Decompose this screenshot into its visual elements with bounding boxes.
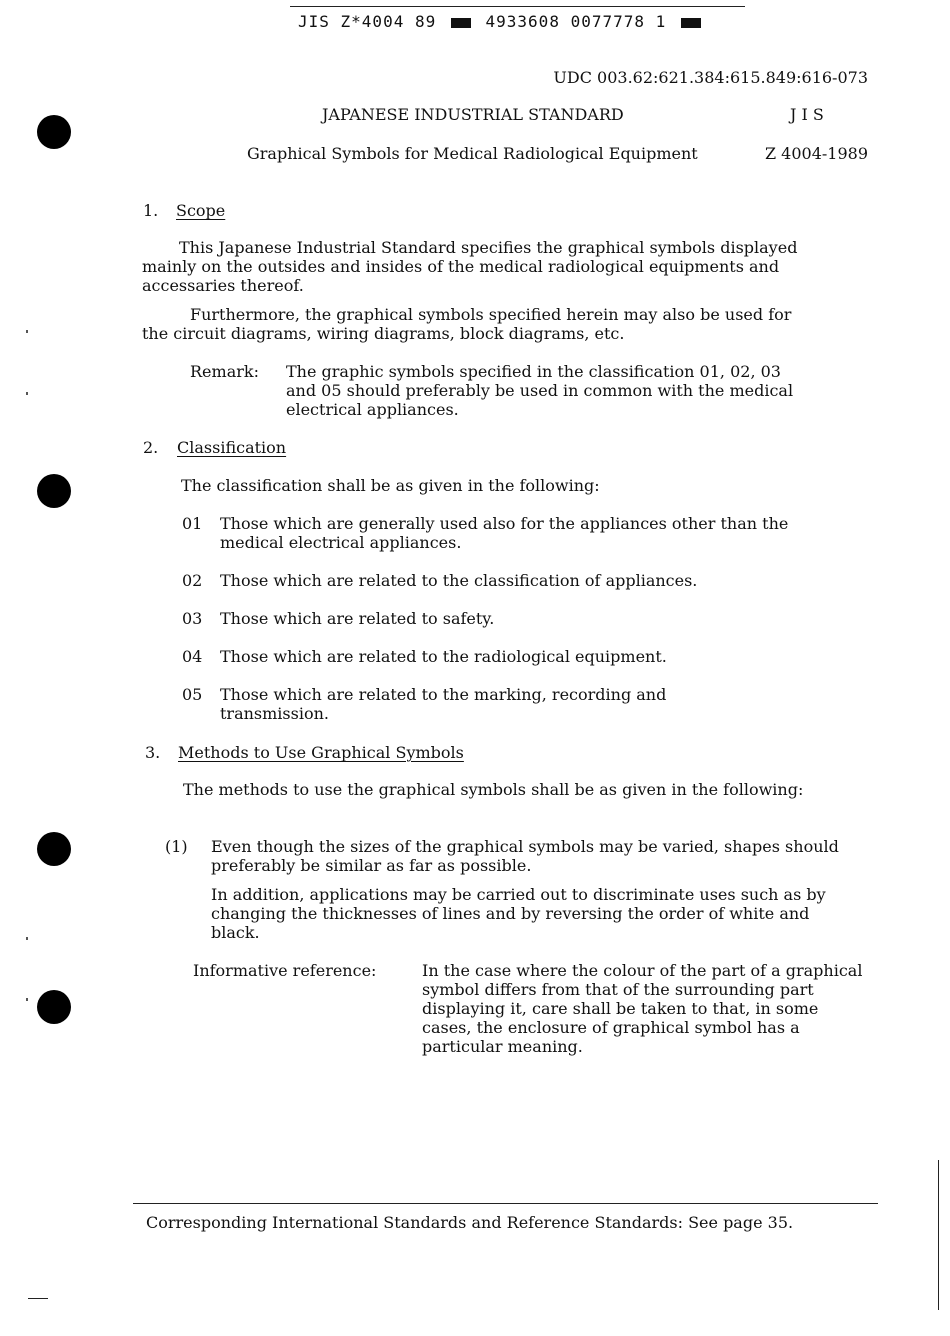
punch-hole bbox=[37, 115, 71, 149]
standard-abbr: J I S bbox=[790, 105, 824, 124]
top-border-line bbox=[290, 6, 745, 7]
method-item-number: (1) bbox=[165, 837, 188, 856]
scan-right-edge bbox=[938, 1160, 939, 1310]
informative-reference-text: In the case where the colour of the part of a graphical symbol differs from that of the surrounding part displaying it, care shall be taken to that, in some cases, the enclosure of graphical symbol has a particular meaning. bbox=[422, 961, 863, 1056]
class-item-code: 04 bbox=[182, 647, 203, 666]
informative-reference-label: Informative reference: bbox=[193, 961, 377, 980]
redaction-block bbox=[681, 18, 701, 28]
scan-speck bbox=[26, 937, 28, 940]
class-item-code: 02 bbox=[182, 571, 203, 590]
document-code-header bbox=[298, 12, 705, 31]
standard-title: JAPANESE INDUSTRIAL STANDARD bbox=[322, 105, 624, 124]
punch-hole bbox=[37, 474, 71, 508]
punch-hole bbox=[37, 832, 71, 866]
class-item-text: Those which are related to the marking, recording and transmission. bbox=[220, 685, 667, 723]
class-item-text: Those which are generally used also for the appliances other than the medical electrical appliances. bbox=[220, 514, 789, 552]
document-title: Graphical Symbols for Medical Radiological Equipment bbox=[247, 144, 698, 163]
scope-paragraph-1: This Japanese Industrial Standard specifies the graphical symbols displayed mainly on the outsides and insides of the medical radiological equipments and accessaries thereof. bbox=[142, 238, 798, 295]
class-item-text: Those which are related to the classification of appliances. bbox=[220, 571, 698, 590]
section-2-heading: Classification bbox=[177, 438, 287, 457]
class-item-code: 05 bbox=[182, 685, 203, 704]
class-item-text: Those which are related to the radiological equipment. bbox=[220, 647, 667, 666]
punch-hole bbox=[37, 990, 71, 1024]
section-3-heading: Methods to Use Graphical Symbols bbox=[178, 743, 464, 762]
document-number: Z 4004-1989 bbox=[764, 144, 868, 163]
footer-divider bbox=[133, 1203, 878, 1204]
scan-speck bbox=[26, 998, 28, 1001]
class-item-code: 03 bbox=[182, 609, 203, 628]
header-code-mid: 4933608 0077778 1 bbox=[485, 12, 667, 31]
udc-number: UDC 003.62:621.384:615.849:616-073 bbox=[553, 68, 868, 87]
remark-text: The graphic symbols specified in the classification 01, 02, 03 and 05 should preferably be used in common with the medical electrical appliances. bbox=[286, 362, 794, 419]
method-item-text: Even though the sizes of the graphical symbols may be varied, shapes should preferably be similar as far as possible. bbox=[211, 837, 839, 875]
method-item-text-2: In addition, applications may be carried out to discriminate uses such as by changing the thicknesses of lines and by reversing the order of white and black. bbox=[211, 885, 826, 942]
scan-speck bbox=[26, 330, 28, 333]
section-2-number: 2. bbox=[143, 438, 159, 457]
remark-label: Remark: bbox=[190, 362, 259, 381]
section-1-number: 1. bbox=[143, 201, 159, 220]
class-item-text: Those which are related to safety. bbox=[220, 609, 495, 628]
footer-reference: Corresponding International Standards and Reference Standards: See page 35. bbox=[146, 1213, 794, 1232]
section-3-number: 3. bbox=[145, 743, 161, 762]
redaction-block bbox=[451, 18, 471, 28]
methods-intro: The methods to use the graphical symbols shall be as given in the following: bbox=[183, 780, 804, 799]
section-1-heading: Scope bbox=[176, 201, 226, 220]
scope-paragraph-2: Furthermore, the graphical symbols specified herein may also be used for the circuit diagrams, wiring diagrams, block diagrams, etc. bbox=[142, 305, 792, 343]
header-code-left: JIS Z*4004 89 bbox=[298, 12, 437, 31]
classification-intro: The classification shall be as given in the following: bbox=[181, 476, 600, 495]
scan-edge-mark bbox=[28, 1298, 48, 1299]
scan-speck bbox=[26, 392, 28, 395]
class-item-code: 01 bbox=[182, 514, 203, 533]
